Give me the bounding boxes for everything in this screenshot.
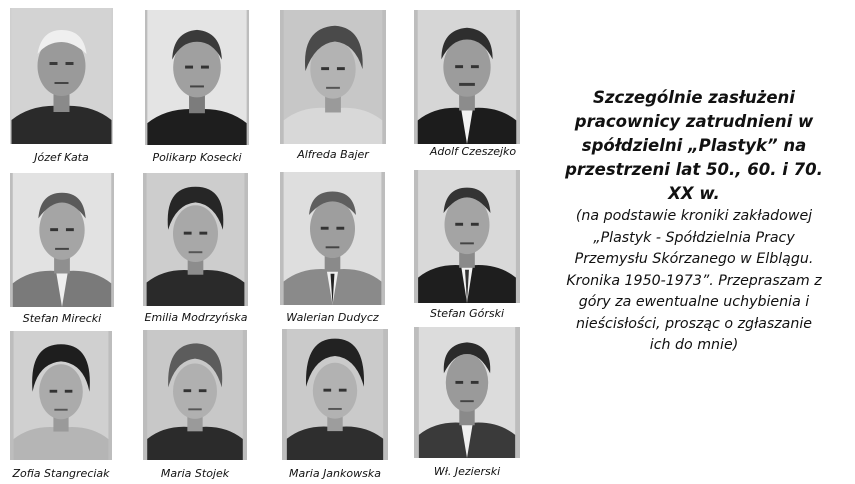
- caption-note-line: (na podstawie kroniki zakładowej: [575, 208, 813, 224]
- person-name-wl-jezierski: Wł. Jezierski: [433, 465, 501, 478]
- portrait-photo-maria-stojek: [143, 330, 247, 460]
- person-name-maria-stojek: Maria Stojek: [160, 467, 230, 480]
- portrait-photo-icon: [280, 10, 386, 144]
- caption-note-line: góry za ewentualne uchybienia i: [578, 294, 810, 310]
- person-name-walerian-dudycz: Walerian Dudycz: [286, 311, 379, 324]
- portrait-photo-walerian-dudycz: [280, 172, 385, 305]
- portrait-photo-icon: [10, 8, 113, 144]
- person-name-zofia-stangreciak: Zofia Stangreciak: [12, 467, 110, 480]
- portrait-photo-icon: [143, 173, 248, 306]
- caption-note-line: ich do mnie): [649, 337, 739, 353]
- portrait-photo-icon: [414, 327, 520, 458]
- caption-note-line: nieścisłości, prosząc o zgłaszanie: [575, 315, 813, 332]
- portrait-photo-stefan-gorski: [414, 170, 520, 303]
- caption-note: [538, 206, 850, 357]
- portrait-photo-jozef-kata: [10, 8, 113, 144]
- portrait-photo-zofia-stangreciak: [10, 331, 112, 460]
- portrait-photo-icon: [143, 330, 247, 460]
- portrait-photo-icon: [10, 331, 112, 460]
- caption-note-line: Kronika 1950-1973”. Przepraszam z: [566, 272, 822, 289]
- portrait-photo-wl-jezierski: [414, 327, 520, 458]
- caption-title-line: przestrzeni lat 50., 60. i 70.: [565, 160, 823, 179]
- portrait-photo-adolf-czeszejko: [414, 10, 520, 144]
- portrait-photo-icon: [280, 172, 385, 305]
- caption-note-line: Przemysłu Skórzanego w Elblągu.: [574, 251, 814, 267]
- caption-title-line: pracownicy zatrudnieni w: [574, 112, 814, 131]
- person-name-polikarp-kosecki: Polikarp Kosecki: [152, 151, 242, 164]
- person-name-adolf-czeszejko: Adolf Czeszejko: [429, 145, 517, 158]
- person-name-emilia-modrzynska: Emilia Modrzyńska: [144, 311, 248, 324]
- portrait-photo-polikarp-kosecki: [145, 10, 249, 145]
- person-name-jozef-kata: Józef Kata: [34, 151, 89, 164]
- portrait-photo-alfreda-bajer: [280, 10, 386, 144]
- portrait-photo-icon: [10, 173, 114, 307]
- caption-title-line: spółdzielni „Plastyk” na: [581, 136, 807, 155]
- person-name-stefan-gorski: Stefan Górski: [429, 307, 505, 320]
- person-name-stefan-mirecki: Stefan Mirecki: [22, 312, 102, 325]
- caption-title-line: Szczególnie zasłużeni: [593, 88, 795, 107]
- portrait-photo-icon: [414, 170, 520, 303]
- portrait-photo-icon: [282, 329, 388, 460]
- portrait-photo-stefan-mirecki: [10, 173, 114, 307]
- person-name-alfreda-bajer: Alfreda Bajer: [297, 148, 369, 161]
- caption-title-line: XX w.: [668, 184, 720, 203]
- portrait-photo-maria-jankowska: [282, 329, 388, 460]
- caption-title: [538, 86, 850, 206]
- caption-block: [538, 86, 850, 357]
- portrait-photo-emilia-modrzynska: [143, 173, 248, 306]
- portrait-photo-icon: [145, 10, 249, 145]
- portrait-photo-icon: [414, 10, 520, 144]
- caption-note-line: „Plastyk - Spółdzielnia Pracy: [593, 229, 795, 246]
- person-name-maria-jankowska: Maria Jankowska: [289, 467, 381, 480]
